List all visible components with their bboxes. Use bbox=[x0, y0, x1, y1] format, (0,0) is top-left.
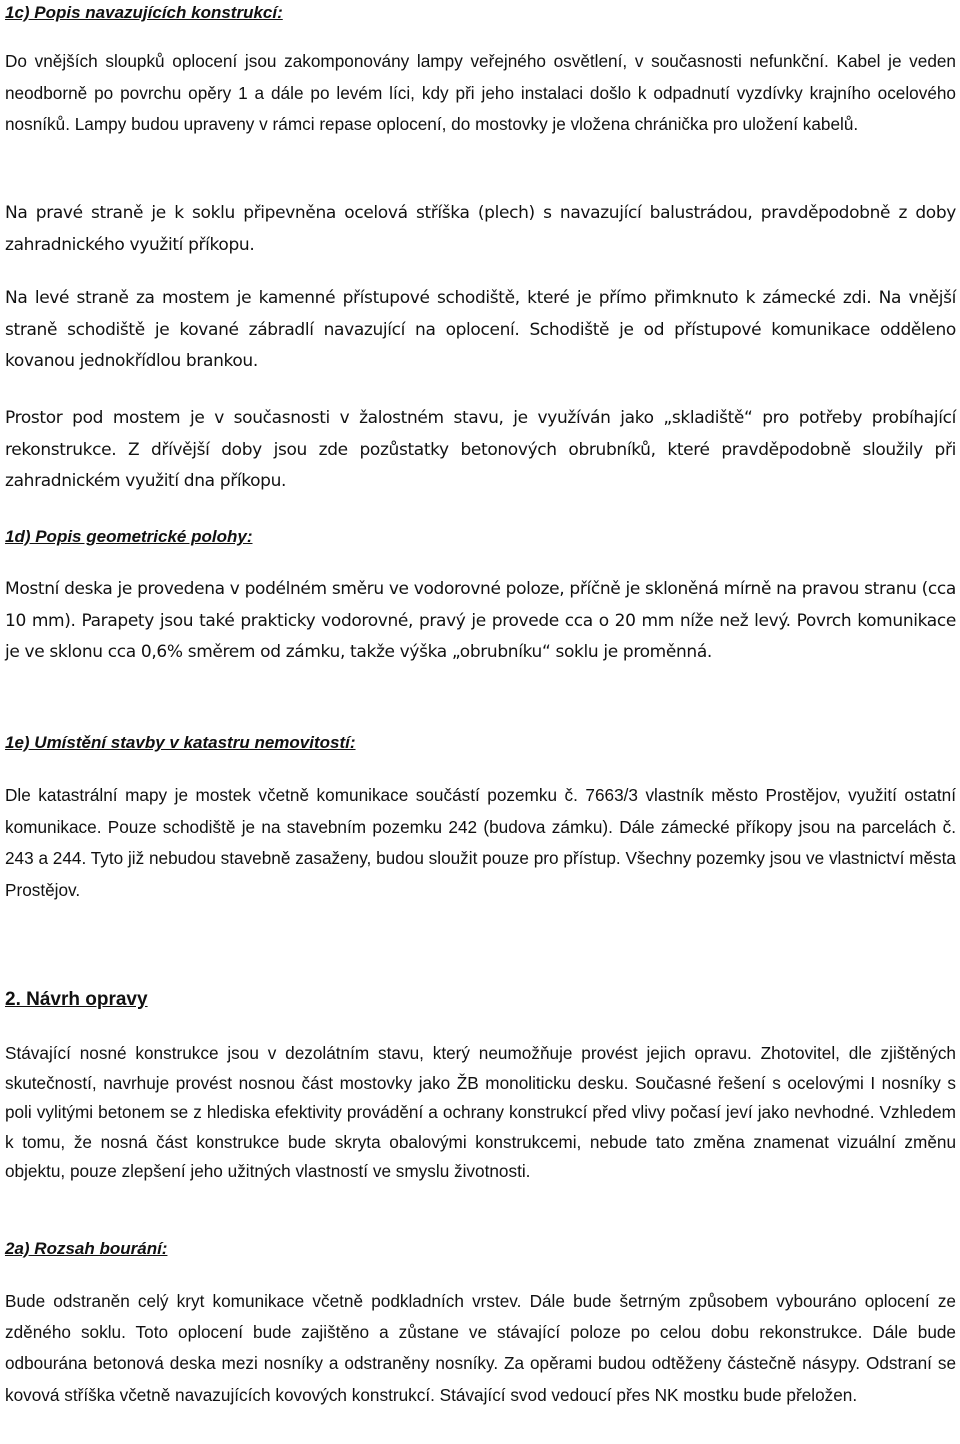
paragraph: Stávající nosné konstrukce jsou v dezolátním stavu, který neumožňuje provést jejich opravu. Zhotovitel, dle zjištěných skutečností, navrhuje provést nosnou část mostovky jako ŽB monoliticku desku. Současné řešení s ocelovými I nosníky s poli vylitými betonem se z hlediska efektivity provádění a ochrany konstrukcí před vlivy počasí jeví jako nevhodné. Vzhledem k tomu, že nosná část konstrukce bude skryta obalovými konstrukcemi, nebude tato změna znamenat vizuální změnu objektu, pouze zlepšení jeho užitných vlastností ve smyslu životnosti. bbox=[5, 1043, 956, 1182]
section-heading: 1d) Popis geometrické polohy: bbox=[5, 527, 253, 546]
paragraph: Bude odstraněn celý kryt komunikace včetně podkladních vrstev. Dále bude šetrným způsobem vybouráno oplocení ze zděného soklu. Toto oplocení bude zajištěno a zůstane ve stávající poloze po celou dobu rekonstrukce. Dále bude odbourána betonová deska mezi nosníky a odstraněny nosníky. Za opěrami budou odtěženy částečně násypy. Odstraní se kovová stříška včetně navazujících kovových konstrukcí. Stávající svod vedoucí přes NK mostku bude přeložen. bbox=[5, 1291, 956, 1405]
section-heading: 2a) Rozsah bourání: bbox=[5, 1239, 168, 1258]
paragraph: Na levé straně za mostem je kamenné přístupové schodiště, které je přímo přimknuto k zámecké zdi. Na vnější straně schodiště je kované zábradlí navazující na oplocení. Schodiště je od přístupové komunikace odděleno kovanou jednokřídlou brankou. bbox=[5, 288, 956, 372]
section-heading: 1c) Popis navazujících konstrukcí: bbox=[5, 3, 283, 22]
section-1c bbox=[5, 2, 956, 24]
section-heading: 1e) Umístění stavby v katastru nemovitostí: bbox=[5, 733, 356, 752]
paragraph: Prostor pod mostem je v současnosti v žalostném stavu, je využíván jako „skladiště“ pro potřeby probíhající rekonstrukce. Z dřívější doby jsou zde pozůstatky betonových obrubníků, které pravděpodobně sloužily při zahradnickém využití dna příkopu. bbox=[5, 408, 956, 492]
paragraph: Na pravé straně je k soklu připevněna ocelová stříška (plech) s navazující balustrádou, pravděpodobně z doby zahradnického využití příkopu. bbox=[5, 203, 956, 255]
paragraph: Dle katastrální mapy je mostek včetně komunikace součástí pozemku č. 7663/3 vlastník město Prostějov, využití ostatní komunikace. Pouze schodiště je na stavebním pozemku 242 (budova zámku). Dále zámecké příkopy jsou na parcelách č. 243 a 244. Tyto již nebudou stavebně zasaženy, budou sloužit pouze pro přístup. Všechny pozemky jsou ve vlastnictví města Prostějov. bbox=[5, 785, 956, 900]
paragraph: Mostní deska je provedena v podélném směru ve vodorovné poloze, příčně je skloněná mírně na pravou stranu (cca 10 mm). Parapety jsou také prakticky vodorovné, pravý je provede cca o 20 mm níže než levý. Povrch komunikace je ve sklonu cca 0,6% směrem od zámku, takže výška „obrubníku“ soklu je proměnná. bbox=[5, 579, 956, 663]
section-heading: 2. Návrh opravy bbox=[5, 989, 148, 1010]
paragraph: Do vnějších sloupků oplocení jsou zakomponovány lampy veřejného osvětlení, v současnosti nefunkční. Kabel je veden neodborně po povrchu opěry 1 a dále po levém líci, kdy při jeho instalaci došlo k odpadnutí vyzdívky krajního ocelového nosníků. Lampy budou upraveny v rámci repase oplocení, do mostovky je vložena chránička pro uložení kabelů. bbox=[5, 51, 956, 135]
